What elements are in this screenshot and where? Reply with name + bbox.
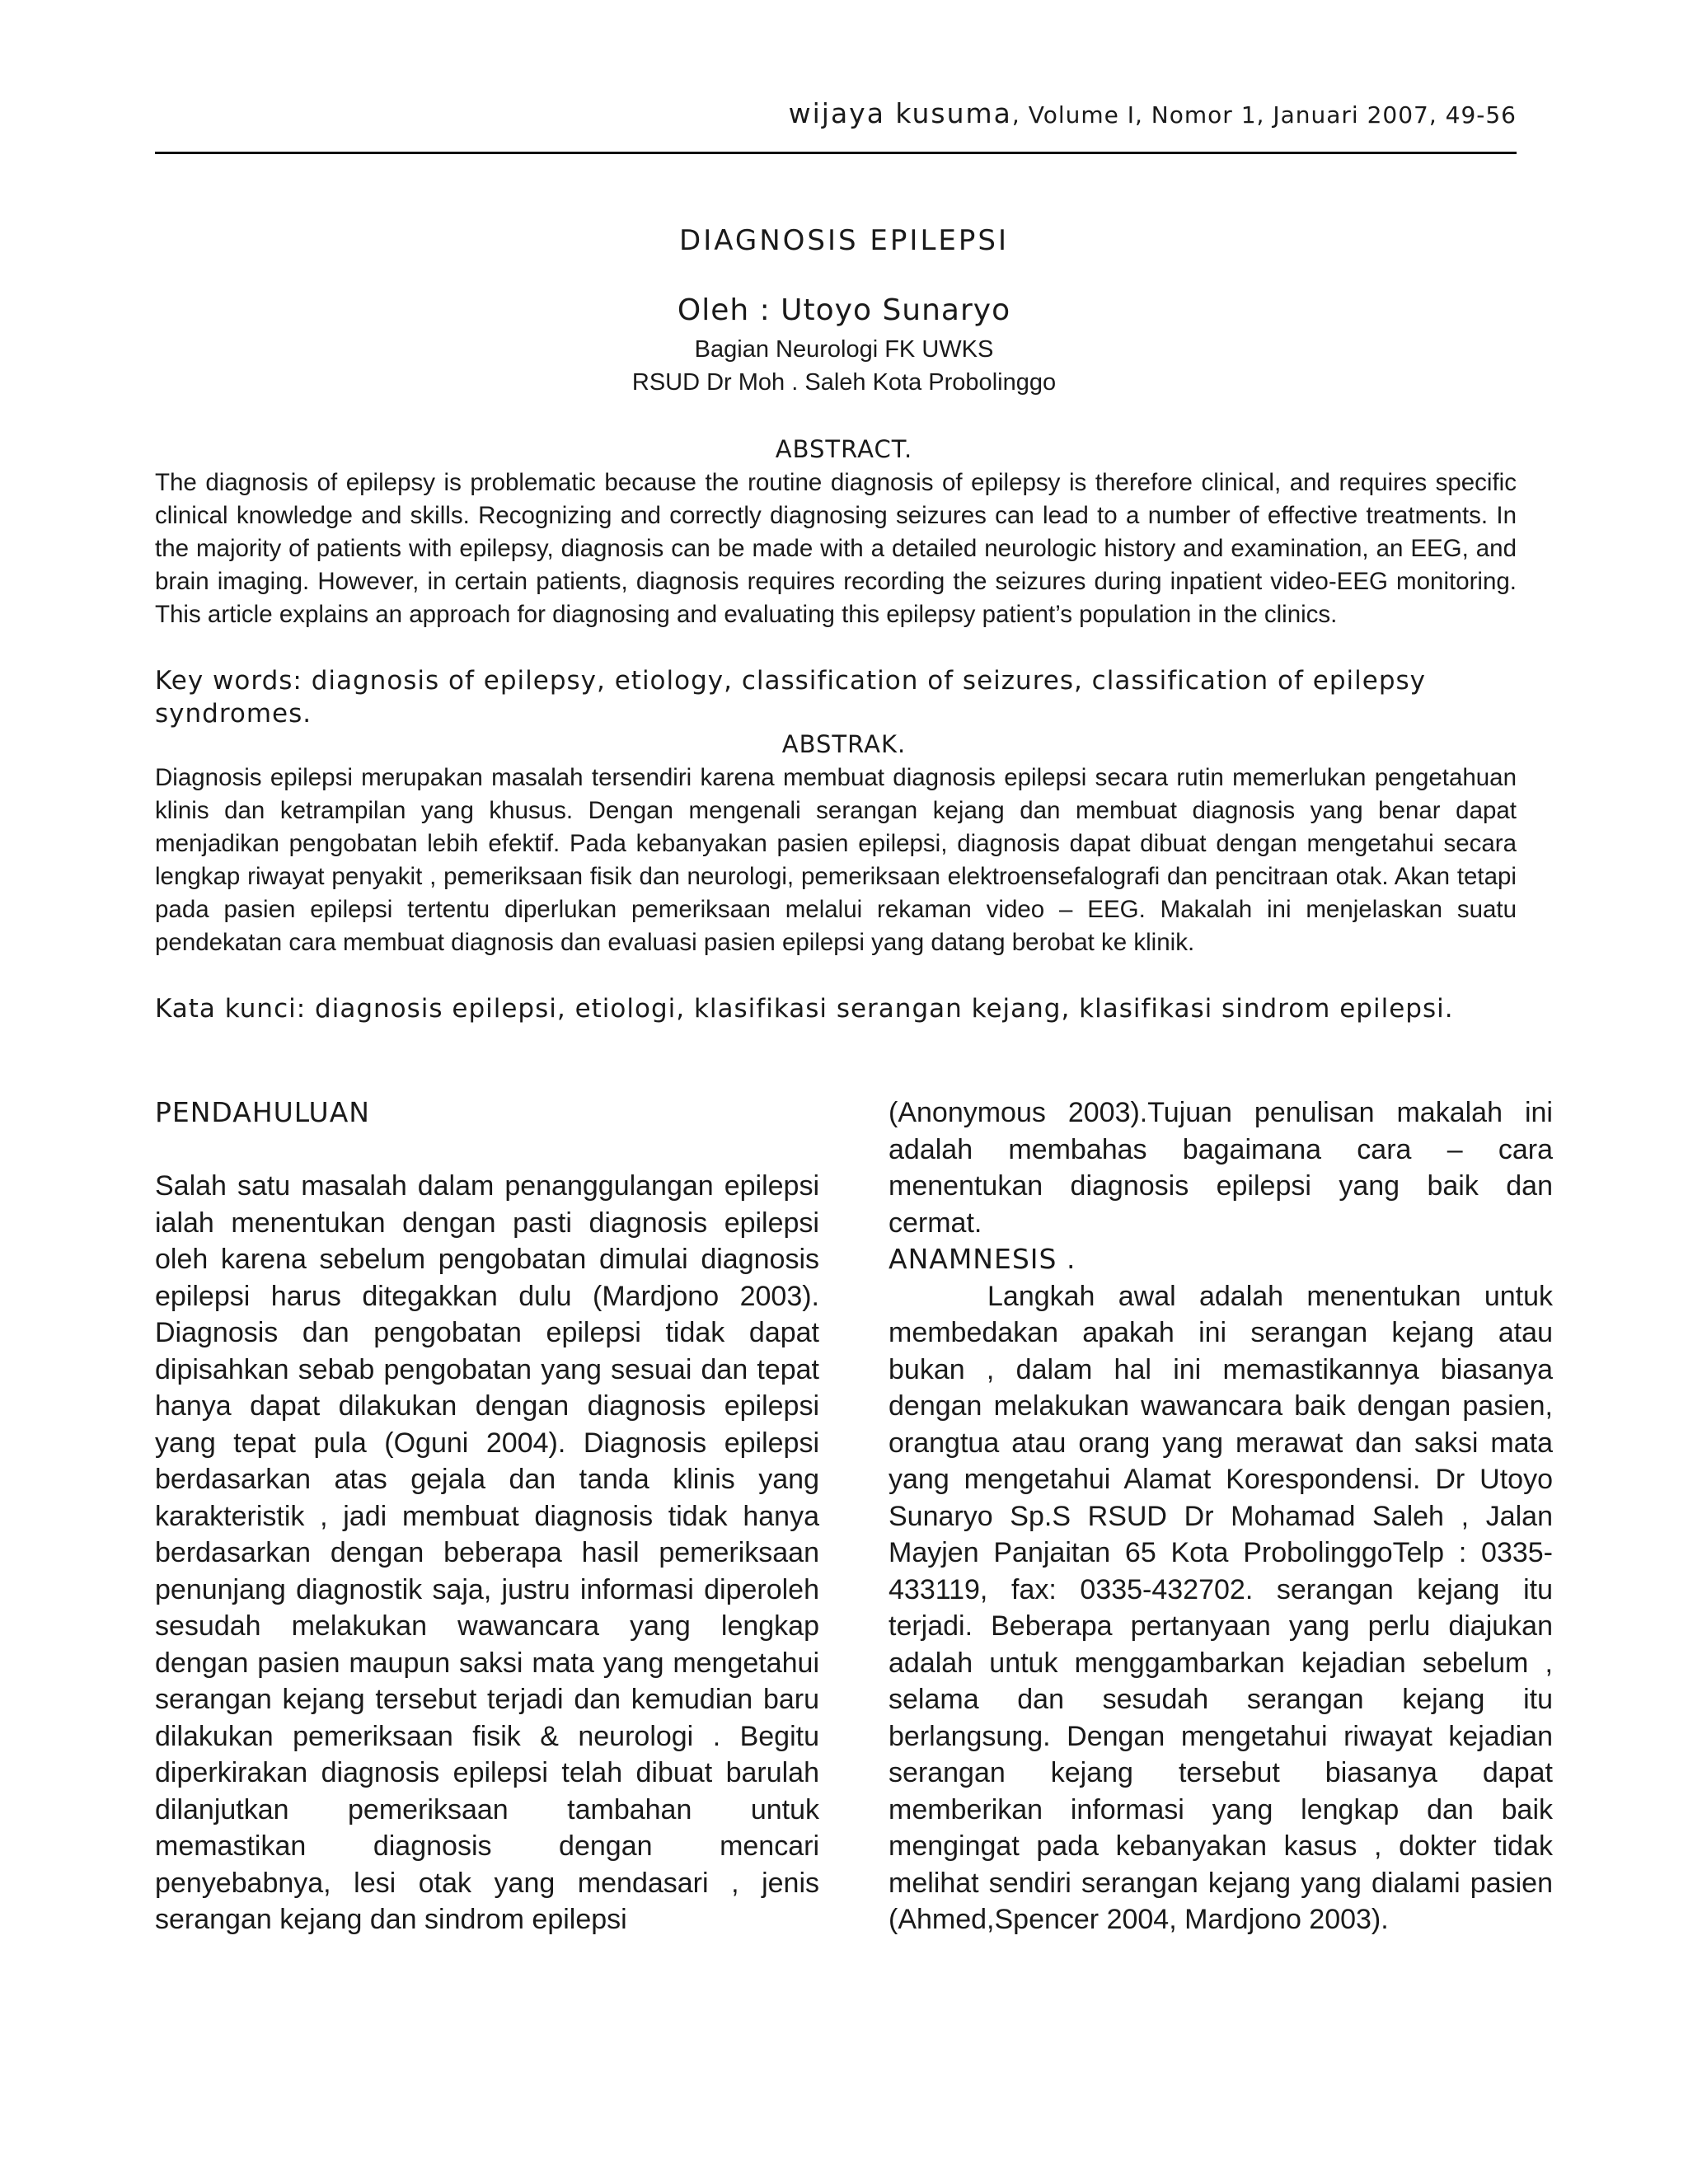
affiliation-hospital: RSUD Dr Moh . Saleh Kota Probolinggo bbox=[631, 369, 1057, 396]
pendahuluan-continuation: (Anonymous 2003).Tujuan penulisan makalah ini adalah membahas bagaimana cara – cara menentukan diagnosis epilepsi yang baik dan cermat. bbox=[889, 1097, 1553, 1239]
anamnesis-paragraph: Langkah awal adalah menentukan untuk membedakan apakah ini serangan kejang atau bukan , dalam hal ini memastikannya biasanya dengan melakukan wawancara baik dengan pasien, orangtua atau orang yang merawat dan saksi mata yang mengetahui Alamat Korespondensi. Dr Utoyo Sunaryo Sp.S RSUD Dr Mohamad Saleh , Jalan Mayjen Panjaitan 65 Kota ProbolinggoTelp : 0335-433119, fax: 0335-432702. serangan kejang itu terjadi. Beberapa pertanyaan yang perlu diajukan adalah untuk menggambarkan kejadian sebelum , selama dan sesudah serangan kejang itu berlangsung. Dengan mengetahui riwayat kejadian serangan kejang tersebut biasanya dapat memberikan informasi yang lengkap dan baik mengingat pada kebanyakan kasus , dokter tidak melihat sendiri serangan kejang yang dialami pasien (Ahmed,Spencer 2004, Mardjono 2003). bbox=[889, 1280, 1553, 1935]
abstract-body: The diagnosis of epilepsy is problematic because the routine diagnosis of epilepsy is therefore clinical, and requires specific clinical knowledge and skills. Recognizing and correctly diagnosing seizures can lead to a number of effective treatments. In the majority of patients with epilepsy, diagnosis can be made with a detailed neurologic history and examination, an EEG, and brain imaging. However, in certain patients, diagnosis requires recording the seizures during inpatient video-EEG monitoring. This article explains an approach for diagnosing and evaluating this epilepsy patient’s population in the clinics. bbox=[155, 469, 1517, 628]
running-header bbox=[789, 97, 1517, 129]
right-column bbox=[889, 1094, 1553, 1938]
issue-info: , Volume I, Nomor 1, Januari 2007, 49-56 bbox=[1011, 101, 1517, 129]
section-heading-anamnesis: ANAMNESIS . bbox=[889, 1243, 1076, 1275]
pendahuluan-paragraph: Salah satu masalah dalam penanggulangan epilepsi ialah menentukan dengan pasti diagnosis epilepsi oleh karena sebelum pengobatan dimulai diagnosis epilepsi harus ditegakkan dulu (Mardjono 2003). Diagnosis dan pengobatan epilepsi tidak dapat dipisahkan sebab pengobatan yang sesuai dan tepat hanya dapat dilakukan dengan diagnosis epilepsi yang tepat pula (Oguni 2004). Diagnosis epilepsi berdasarkan atas gejala dan tanda klinis yang karakteristik , jadi membuat diagnosis tidak hanya berdasarkan dengan beberapa hasil pemeriksaan penunjang diagnostik saja, justru informasi diperoleh sesudah melakukan wawancara yang lengkap dengan pasien maupun saksi mata yang mengetahui serangan kejang tersebut terjadi dan kemudian baru dilakukan pemeriksaan fisik & neurologi . Begitu diperkirakan diagnosis epilepsi telah dibuat barulah dilanjutkan pemeriksaan tambahan untuk memastikan diagnosis dengan mencari penyebabnya, lesi otak yang mendasari , jenis serangan kejang dan sindrom epilepsi bbox=[155, 1170, 819, 1935]
abstrak-heading: ABSTRAK. bbox=[781, 730, 907, 758]
abstrak-keywords: Kata kunci: diagnosis epilepsi, etiologi, klasifikasi serangan kejang, klasifikasi sindrom epilepsi. bbox=[155, 994, 1454, 1024]
abstract-keywords: Key words: diagnosis of epilepsy, etiology, classification of seizures, classification of epilepsy syndromes. bbox=[155, 666, 1427, 729]
abstrak-body: Diagnosis epilepsi merupakan masalah tersendiri karena membuat diagnosis epilepsi secara rutin memerlukan pengetahuan klinis dan ketrampilan yang khusus. Dengan mengenali serangan kejang dan membuat diagnosis yang benar dapat menjadikan pengobatan lebih efektif. Pada kebanyakan pasien epilepsi, diagnosis dapat dibuat dengan mengetahui secara lengkap riwayat penyakit , pemeriksaan fisik dan neurologi, pemeriksaan elektroensefalografi dan pencitraan otak. Akan tetapi pada pasien epilepsi tertentu diperlukan pemeriksaan melalui rekaman video – EEG. Makalah ini menjelaskan suatu pendekatan cara membuat diagnosis dan evaluasi pasien epilepsi yang datang berobat ke klinik. bbox=[155, 764, 1517, 956]
section-heading-pendahuluan: PENDAHULUAN bbox=[155, 1096, 370, 1128]
affiliation-department: Bagian Neurologi FK UWKS bbox=[694, 336, 994, 363]
header-rule bbox=[155, 152, 1517, 154]
article-author: Oleh : Utoyo Sunaryo bbox=[677, 293, 1011, 327]
abstract-heading: ABSTRACT. bbox=[775, 435, 913, 463]
journal-name: wijaya kusuma bbox=[788, 97, 1012, 129]
left-column bbox=[155, 1094, 819, 1938]
article-title: DIAGNOSIS EPILEPSI bbox=[679, 224, 1009, 257]
